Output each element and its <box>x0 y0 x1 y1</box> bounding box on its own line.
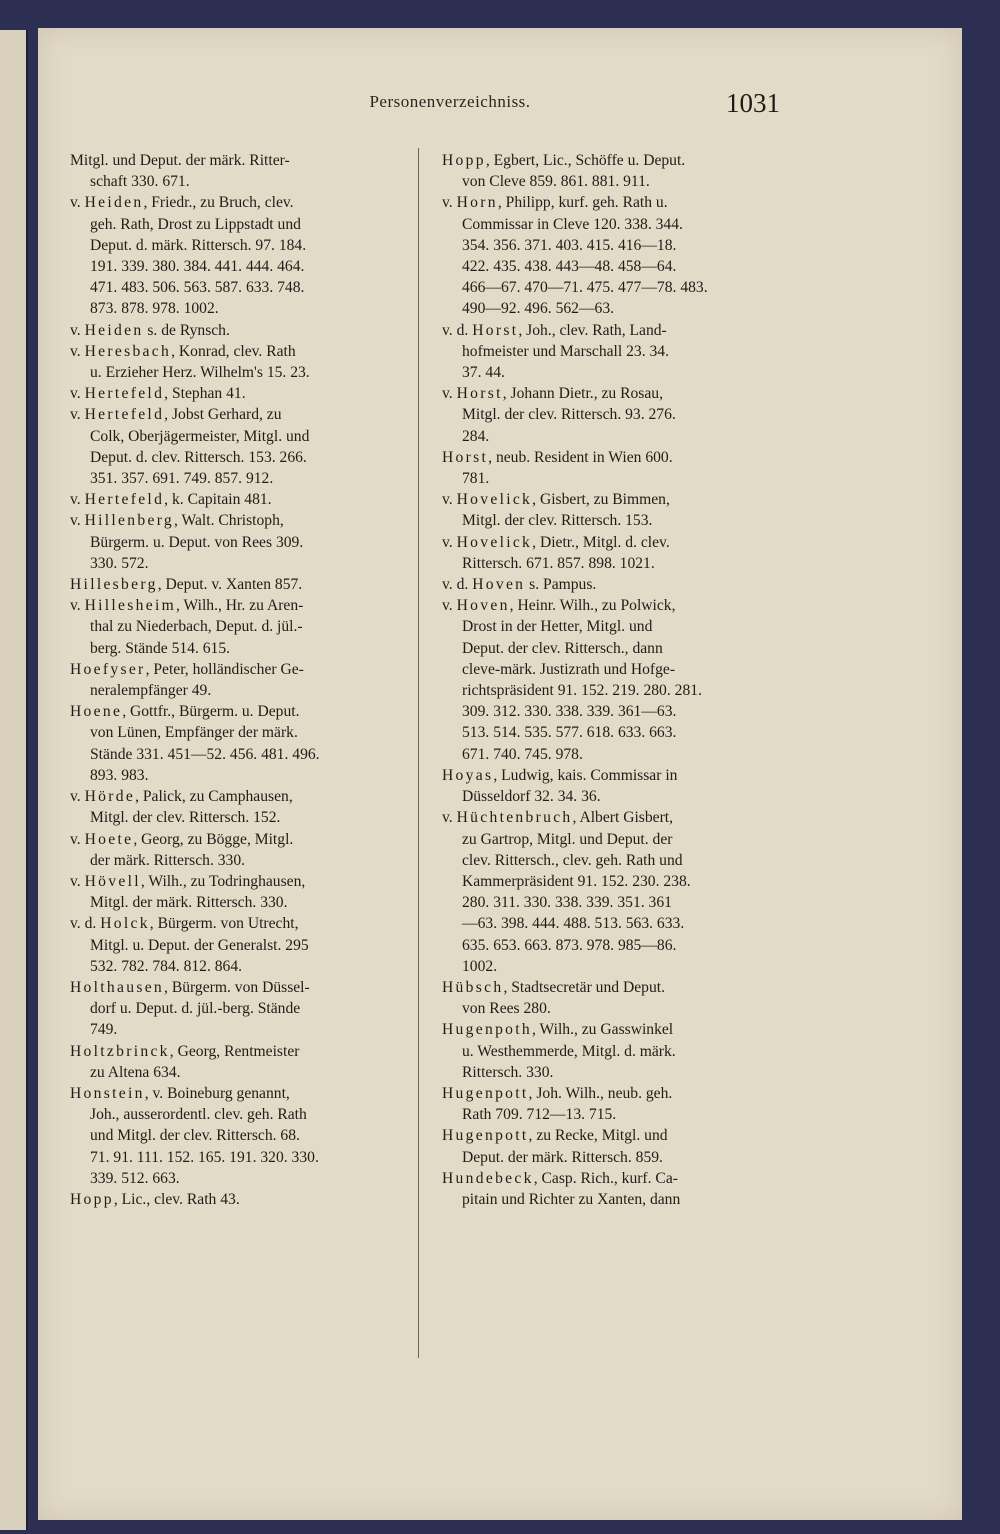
entry-line: , Casp. Rich., kurf. Ca- <box>533 1169 678 1187</box>
index-entry <box>442 383 762 447</box>
index-entry <box>70 786 390 828</box>
index-entry <box>70 701 390 786</box>
entry-line: , Johann Dietr., zu Rosau, <box>502 385 663 403</box>
entry-prefix: v. d. <box>442 576 469 594</box>
entry-line: 354. 356. 371. 403. 415. 416—18. <box>462 236 677 254</box>
entry-line: , Walt. Christoph, <box>174 512 284 530</box>
index-entry <box>70 595 390 659</box>
entry-name: Hugenpott <box>442 1127 529 1145</box>
entry-line: Deput. d. märk. Rittersch. 97. 184. <box>90 236 307 254</box>
entry-name: Hörde <box>84 788 136 806</box>
entry-name: Hertefeld <box>84 385 165 403</box>
index-entry <box>70 383 390 404</box>
entry-line: 309. 312. 330. 338. 339. 361—63. <box>462 703 677 721</box>
index-entry <box>70 404 390 489</box>
entry-prefix: v. <box>70 406 81 424</box>
entry-line: thal zu Niederbach, Deput. d. jül.- <box>90 618 303 636</box>
entry-line: , Philipp, kurf. geh. Rath u. <box>497 194 668 212</box>
entry-line: 191. 339. 380. 384. 441. 444. 464. <box>90 258 305 276</box>
entry-line: , Joh. Wilh., neub. geh. <box>528 1084 673 1102</box>
entry-line: , Albert Gisbert, <box>572 809 674 827</box>
entry-line: , Wilh., zu Todringhausen, <box>140 872 306 890</box>
entry-line: neralempfänger 49. <box>90 682 212 700</box>
entry-line: , Lic., clev. Rath 43. <box>113 1190 240 1208</box>
entry-prefix: v. <box>70 512 81 530</box>
entry-line: , Gottfr., Bürgerm. u. Deput. <box>122 703 300 721</box>
entry-line: 37. 44. <box>462 364 505 382</box>
entry-line: —63. 398. 444. 488. 513. 563. 633. <box>462 915 685 933</box>
index-entry <box>70 977 390 1041</box>
entry-prefix: v. <box>70 194 81 212</box>
entry-line: und Mitgl. der clev. Rittersch. 68. <box>90 1127 300 1145</box>
index-entry <box>442 977 762 1019</box>
entry-line: 284. <box>462 427 490 445</box>
right-column <box>442 150 762 1210</box>
entry-line: , Deput. v. Xanten 857. <box>157 576 303 594</box>
entry-line: , Wilh., Hr. zu Aren- <box>176 597 304 615</box>
entry-line: , Konrad, clev. Rath <box>171 342 296 360</box>
entry-line: 71. 91. 111. 152. 165. 191. 320. 330. <box>90 1148 319 1166</box>
entry-line: Deput. d. clev. Rittersch. 153. 266. <box>90 448 307 466</box>
entry-line: Rittersch. 330. <box>462 1063 554 1081</box>
entry-line: von Rees 280. <box>462 1000 551 1018</box>
index-entry <box>70 829 390 871</box>
entry-name: Heiden <box>84 321 144 339</box>
entry-name: Hoven <box>472 576 526 594</box>
entry-line: s. Pampus. <box>525 576 597 594</box>
entry-name: Hövell <box>84 872 141 890</box>
entry-line: Mitgl. der clev. Rittersch. 93. 276. <box>462 406 676 424</box>
entry-line: richtspräsident 91. 152. 219. 280. 281. <box>462 682 702 700</box>
entry-name: Hertefeld <box>84 406 165 424</box>
entry-name: Holthausen <box>70 978 165 996</box>
entry-line: clev. Rittersch., clev. geh. Rath und <box>462 851 683 869</box>
entry-line: , Egbert, Lic., Schöffe u. Deput. <box>485 152 686 169</box>
entry-prefix: v. d. <box>70 915 97 933</box>
entry-line: Commissar in Cleve 120. 338. 344. <box>462 215 683 233</box>
entry-line: 330. 572. <box>90 554 149 572</box>
entry-name: Hillesberg <box>70 576 158 594</box>
entry-name: Holck <box>100 915 150 933</box>
entry-line: 351. 357. 691. 749. 857. 912. <box>90 470 274 488</box>
index-entry <box>442 447 762 489</box>
index-entry <box>442 807 762 977</box>
entry-line: , Georg, Rentmeister <box>169 1042 300 1060</box>
entry-line: 749. <box>90 1021 118 1039</box>
entry-line: 422. 435. 438. 443—48. 458—64. <box>462 258 677 276</box>
entry-prefix: v. <box>70 830 81 848</box>
entry-line: der märk. Rittersch. 330. <box>90 851 246 869</box>
entry-line: zu Altena 634. <box>90 1063 181 1081</box>
entry-line: 781. <box>462 470 490 488</box>
entry-prefix: v. <box>442 809 453 827</box>
entry-line: Mitgl. der clev. Rittersch. 152. <box>90 809 281 827</box>
entry-line: 893. 983. <box>90 766 149 784</box>
entry-line: Rittersch. 671. 857. 898. 1021. <box>462 554 655 572</box>
entry-prefix: v. d. <box>442 321 469 339</box>
entry-name: Horst <box>442 448 489 466</box>
entry-line: , Jobst Gerhard, zu <box>164 406 282 424</box>
entry-line: , neub. Resident in Wien 600. <box>488 448 673 466</box>
entry-name: Hundebeck <box>442 1169 534 1187</box>
entry-line: Kammerpräsident 91. 152. 230. 238. <box>462 872 691 890</box>
entry-line: Düsseldorf 32. 34. 36. <box>462 788 601 806</box>
index-entry <box>70 1189 390 1210</box>
entry-line: 339. 512. 663. <box>90 1169 180 1187</box>
entry-line: 671. 740. 745. 978. <box>462 745 583 763</box>
adjacent-page-edge <box>0 30 28 1530</box>
entry-line: Mitgl. der clev. Rittersch. 153. <box>462 512 653 530</box>
entry-line: dorf u. Deput. d. jül.-berg. Stände <box>90 1000 301 1018</box>
entry-line: , Wilh., zu Gasswinkel <box>532 1021 674 1039</box>
entry-name: Hopp <box>70 1190 114 1208</box>
entry-line: schaft 330. 671. <box>90 173 190 191</box>
index-entry <box>70 1041 390 1083</box>
entry-line: Drost in der Hetter, Mitgl. und <box>462 618 653 636</box>
entry-prefix: v. <box>442 533 453 551</box>
entry-line: 471. 483. 506. 563. 587. 633. 748. <box>90 279 305 297</box>
entry-line: hofmeister und Marschall 23. 34. <box>462 342 670 360</box>
entry-line: cleve-märk. Justizrath und Hofge- <box>462 660 676 678</box>
entry-line: 466—67. 470—71. 475. 477—78. 483. <box>462 279 708 297</box>
index-entry <box>442 150 762 192</box>
entry-line: , k. Capitain 481. <box>164 491 272 509</box>
entry-line: , Joh., clev. Rath, Land- <box>518 321 667 339</box>
entry-name: Hertefeld <box>84 491 165 509</box>
index-entry <box>442 765 762 807</box>
index-entry <box>442 1083 762 1125</box>
entry-line: 532. 782. 784. 812. 864. <box>90 957 243 975</box>
entry-name: Hoven <box>456 597 510 615</box>
index-entry <box>70 320 390 341</box>
entry-name: Hovelick <box>456 533 533 551</box>
entry-prefix: v. <box>70 872 81 890</box>
entry-line: Deput. der märk. Rittersch. 859. <box>462 1148 663 1166</box>
entry-line: berg. Stände 514. 615. <box>90 639 231 657</box>
entry-prefix: v. <box>70 342 81 360</box>
entry-line: Bürgerm. u. Deput. von Rees 309. <box>90 533 304 551</box>
index-entry <box>70 150 390 192</box>
entry-line: 1002. <box>462 957 498 975</box>
entry-line: Rath 709. 712—13. 715. <box>462 1106 617 1124</box>
entry-prefix: v. <box>442 491 453 509</box>
page-number: 1031 <box>726 88 780 118</box>
entry-line: Deput. der clev. Rittersch., dann <box>462 639 663 657</box>
entry-line: , Friedr., zu Bruch, clev. <box>143 194 294 212</box>
column-divider <box>418 148 419 1358</box>
entry-line: u. Westhemmerde, Mitgl. d. märk. <box>462 1042 676 1060</box>
index-entry <box>442 1019 762 1083</box>
entry-line: s. de Rynsch. <box>143 321 230 339</box>
entry-prefix: v. <box>70 597 81 615</box>
entry-prefix: v. <box>70 491 81 509</box>
entry-prefix: v. <box>442 597 453 615</box>
entry-name: Hopp <box>442 152 486 169</box>
entry-line: , Gisbert, zu Bimmen, <box>532 491 670 509</box>
entry-name: Hovelick <box>456 491 533 509</box>
index-entry <box>442 574 762 595</box>
index-entry <box>70 574 390 595</box>
index-entry <box>442 320 762 384</box>
entry-line: u. Erzieher Herz. Wilhelm's 15. 23. <box>90 364 310 382</box>
entry-name: Horn <box>456 194 498 212</box>
entry-line: , Peter, holländischer Ge- <box>145 660 304 678</box>
entry-name: Heresbach <box>84 342 172 360</box>
entry-line: Colk, Oberjägermeister, Mitgl. und <box>90 427 310 445</box>
entry-line: 490—92. 496. 562—63. <box>462 300 615 318</box>
index-entry <box>70 489 390 510</box>
entry-prefix: v. <box>442 385 453 403</box>
entry-line: zu Gartrop, Mitgl. und Deput. der <box>462 830 673 848</box>
index-entry <box>442 595 762 765</box>
entry-name: Hillesheim <box>84 597 177 615</box>
entry-name: Holtzbrinck <box>70 1042 170 1060</box>
entry-name: Horst <box>456 385 503 403</box>
entry-line: von Lünen, Empfänger der märk. <box>90 724 298 742</box>
running-title: Personenverzeichniss. <box>369 92 531 111</box>
entry-prefix: v. <box>70 788 81 806</box>
index-entry <box>70 913 390 977</box>
entry-line: 635. 653. 663. 873. 978. 985—86. <box>462 936 677 954</box>
entry-name: Hoyas <box>442 766 494 784</box>
entry-line: , zu Recke, Mitgl. und <box>528 1127 668 1145</box>
entry-prefix: v. <box>442 194 453 212</box>
entry-name: Hoene <box>70 703 123 721</box>
index-entry <box>70 192 390 319</box>
index-entry <box>70 871 390 913</box>
entry-line: Mitgl. und Deput. der märk. Ritter- <box>70 152 290 169</box>
entry-line: , Georg, zu Bögge, Mitgl. <box>133 830 294 848</box>
index-entry <box>442 532 762 574</box>
entry-line: 873. 878. 978. 1002. <box>90 300 219 318</box>
entry-name: Hugenpoth <box>442 1021 532 1039</box>
index-entry <box>70 341 390 383</box>
entry-line: 280. 311. 330. 338. 339. 351. 361 <box>462 894 672 912</box>
entry-line: , Bürgerm. von Düssel- <box>164 978 310 996</box>
entry-line: , v. Boineburg genannt, <box>144 1084 290 1102</box>
entry-line: , Dietr., Mitgl. d. clev. <box>532 533 670 551</box>
entry-name: Hübsch <box>442 978 504 996</box>
entry-name: Hoete <box>84 830 134 848</box>
entry-prefix: v. <box>70 321 81 339</box>
entry-name: Hüchtenbruch <box>456 809 573 827</box>
entry-line: pitain und Richter zu Xanten, dann <box>462 1190 681 1208</box>
entry-name: Hillenberg <box>84 512 174 530</box>
entry-line: , Stadtsecretär und Deput. <box>503 978 665 996</box>
entry-line: 513. 514. 535. 577. 618. 633. 663. <box>462 724 677 742</box>
entry-prefix: v. <box>70 385 81 403</box>
entry-name: Hugenpott <box>442 1084 529 1102</box>
index-entry <box>442 192 762 319</box>
entry-line: , Stephan 41. <box>164 385 246 403</box>
entry-line: , Palick, zu Camphausen, <box>135 788 293 806</box>
index-entry <box>442 489 762 531</box>
entry-line: , Heinr. Wilh., zu Polwick, <box>509 597 676 615</box>
index-entry <box>442 1125 762 1167</box>
entry-name: Horst <box>472 321 519 339</box>
entry-line: , Ludwig, kais. Commissar in <box>493 766 678 784</box>
entry-line: Joh., ausserordentl. clev. geh. Rath <box>90 1106 307 1124</box>
entry-line: , Bürgerm. von Utrecht, <box>149 915 299 933</box>
entry-name: Honstein <box>70 1084 145 1102</box>
index-entry <box>442 1168 762 1210</box>
index-entry <box>70 659 390 701</box>
entry-line: geh. Rath, Drost zu Lippstadt und <box>90 215 301 233</box>
index-entry <box>70 510 390 574</box>
left-column <box>70 150 390 1210</box>
entry-line: Mitgl. u. Deput. der Generalst. 295 <box>90 936 309 954</box>
entry-line: Mitgl. der märk. Rittersch. 330. <box>90 894 288 912</box>
index-entry <box>70 1083 390 1189</box>
entry-line: von Cleve 859. 861. 881. 911. <box>462 173 650 191</box>
entry-name: Hoefyser <box>70 660 146 678</box>
entry-line: Stände 331. 451—52. 456. 481. 496. <box>90 745 320 763</box>
entry-name: Heiden <box>84 194 144 212</box>
